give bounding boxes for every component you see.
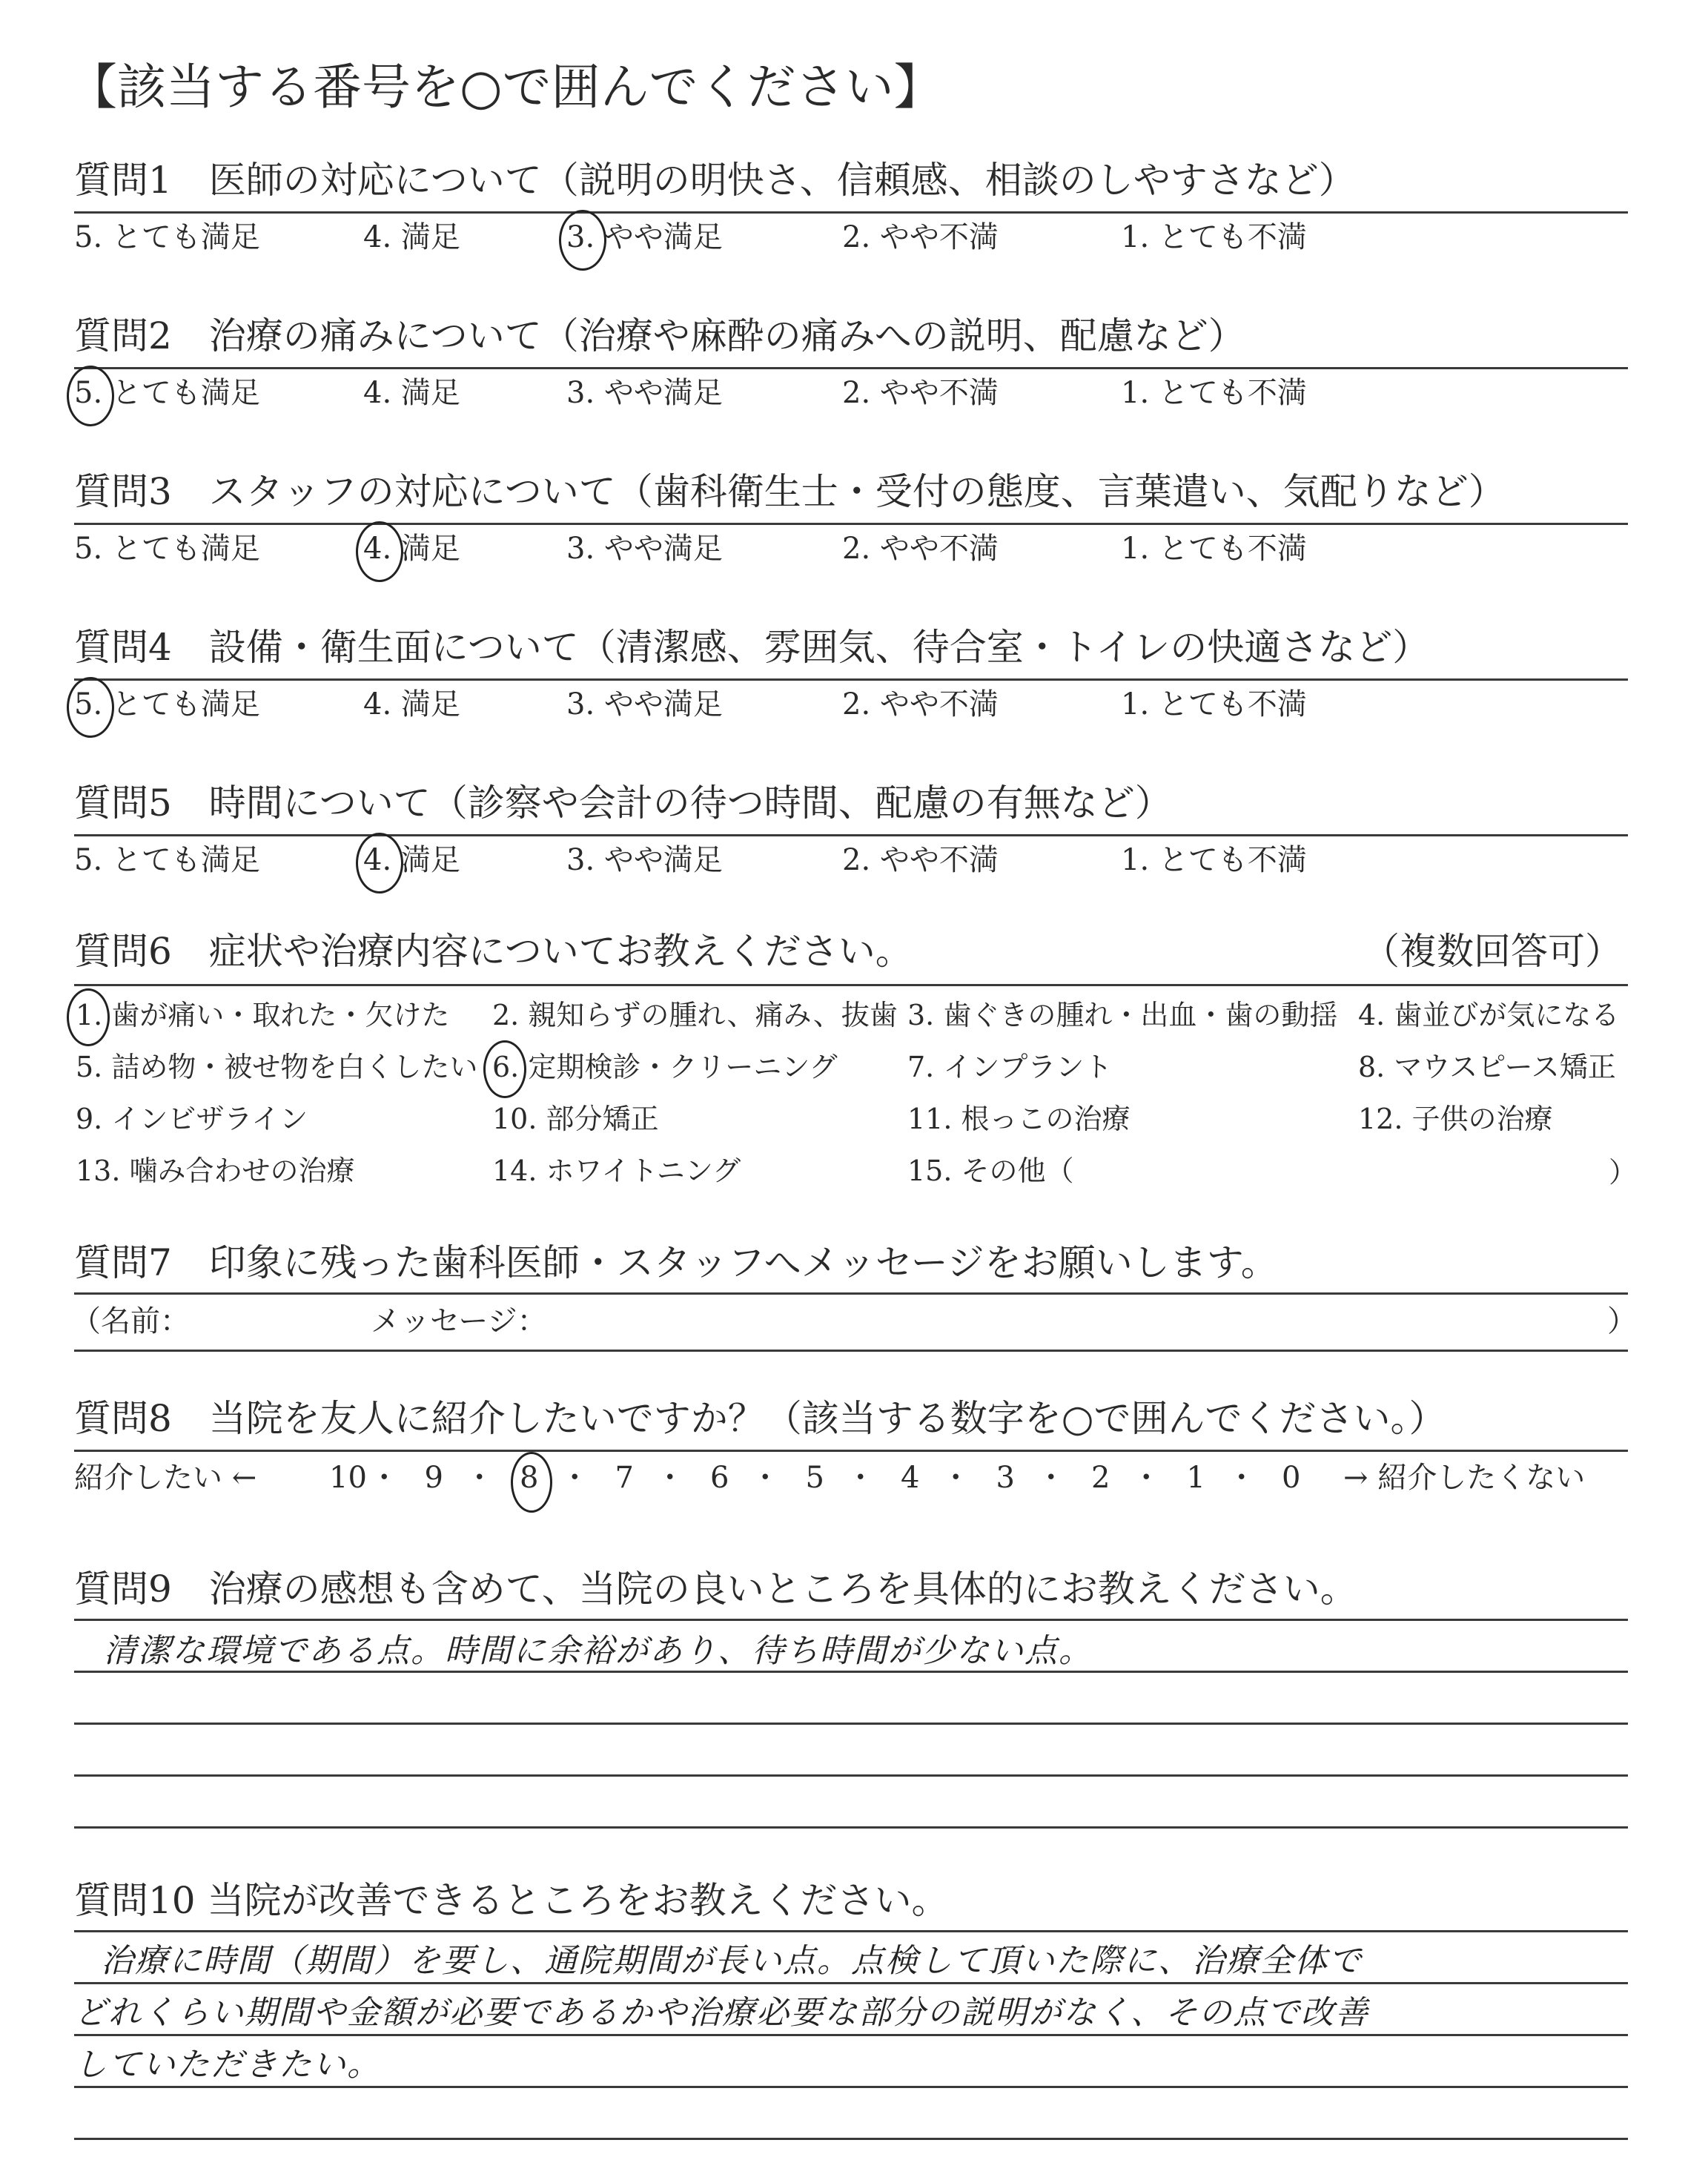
q8-separator: ・: [1036, 1461, 1066, 1495]
q1-heading: 質問1 医師の対応について（説明の明快さ、信頼感、相談のしやすさなど）: [74, 159, 1356, 202]
q2-option[interactable]: 5. とても満足: [74, 376, 260, 410]
q7-bottom-rule: [74, 1350, 1628, 1352]
q6-option[interactable]: 15. その他（: [907, 1155, 1074, 1187]
q8-scale-value[interactable]: 8: [520, 1461, 539, 1495]
q6-rule: [74, 984, 1628, 986]
q2-selection-circle: [67, 366, 114, 426]
q1-selection-circle: [559, 210, 606, 271]
q8-left-label: 紹介したい ←: [74, 1461, 257, 1495]
q6-selection-circle: [67, 988, 110, 1046]
q6-note: （複数回答可）: [1363, 930, 1622, 973]
q7-close-paren: ）: [1607, 1304, 1637, 1338]
q6-option[interactable]: 4. 歯並びが気になる: [1358, 999, 1620, 1031]
q8-scale-value[interactable]: 0: [1282, 1461, 1301, 1495]
q1-option[interactable]: 2. やや不満: [842, 220, 999, 254]
q6-option[interactable]: 2. 親知らずの腫れ、痛み、抜歯: [492, 999, 898, 1031]
q3-selection-circle: [356, 521, 403, 582]
q8-separator: ・: [941, 1461, 971, 1495]
q3-option[interactable]: 3. やや満足: [566, 532, 723, 566]
q6-option[interactable]: 14. ホワイトニング: [492, 1155, 741, 1187]
q3-rule: [74, 523, 1628, 525]
q4-option[interactable]: 3. やや満足: [566, 687, 723, 721]
q8-rule: [74, 1450, 1628, 1452]
q1-option[interactable]: 5. とても満足: [74, 220, 260, 254]
q6-option[interactable]: 7. インプラント: [907, 1051, 1113, 1083]
q2-option[interactable]: 3. やや満足: [566, 376, 723, 410]
q4-selection-circle: [67, 677, 114, 738]
q3-option[interactable]: 1. とても不満: [1121, 532, 1307, 566]
q8-separator: ・: [369, 1461, 400, 1495]
q8-separator: ・: [560, 1461, 590, 1495]
q5-rule: [74, 834, 1628, 836]
q7-name-label: （名前：: [71, 1304, 190, 1338]
q3-option[interactable]: 2. やや不満: [842, 532, 999, 566]
q9-heading: 質問9 治療の感想も含めて、当院の良いところを具体的にお教えください。: [74, 1568, 1357, 1611]
q10-answer-line-3: していただきたい。: [74, 2046, 381, 2084]
q6-option[interactable]: 10. 部分矯正: [492, 1103, 659, 1135]
q2-option[interactable]: 2. やや不満: [842, 376, 999, 410]
q9-rule-1: [74, 1619, 1628, 1621]
q3-heading: 質問3 スタッフの対応について（歯科衛生士・受付の態度、言葉遣い、気配りなど）: [74, 470, 1506, 513]
q10-answer-line-1: 治療に時間（期間）を要し、通院期間が長い点。点検して頂いた際に、治療全体で: [101, 1942, 1363, 1980]
q8-separator: ・: [750, 1461, 781, 1495]
q8-selection-circle: [511, 1452, 552, 1513]
q10-heading: 質問10 当院が改善できるところをお教えください。: [74, 1879, 949, 1922]
q8-separator: ・: [464, 1461, 494, 1495]
q8-scale-value[interactable]: 7: [615, 1461, 634, 1495]
q8-right-label: → 紹介したくない: [1343, 1461, 1586, 1495]
q8-scale-value[interactable]: 4: [901, 1461, 920, 1495]
q4-rule: [74, 678, 1628, 681]
q8-scale-value[interactable]: 10: [329, 1461, 367, 1495]
q7-rule: [74, 1292, 1628, 1295]
q6-option[interactable]: 8. マウスピース矯正: [1358, 1051, 1616, 1083]
q5-option[interactable]: 1. とても不満: [1121, 843, 1307, 877]
q2-heading: 質問2 治療の痛みについて（治療や麻酔の痛みへの説明、配慮など）: [74, 314, 1245, 357]
q4-option[interactable]: 5. とても満足: [74, 687, 260, 721]
q5-option[interactable]: 2. やや不満: [842, 843, 999, 877]
q8-scale-value[interactable]: 2: [1091, 1461, 1110, 1495]
q10-rule-2: [74, 1982, 1628, 1984]
q6-option[interactable]: 1. 歯が痛い・取れた・欠けた: [76, 999, 450, 1031]
q3-option[interactable]: 5. とても満足: [74, 532, 260, 566]
q8-scale-value[interactable]: 5: [805, 1461, 824, 1495]
q5-selection-circle: [356, 833, 403, 894]
q6-option[interactable]: 6. 定期検診・クリーニング: [492, 1051, 838, 1083]
q4-option[interactable]: 4. 満足: [363, 687, 460, 721]
q9-rule-5: [74, 1826, 1628, 1829]
q3-option[interactable]: 4. 満足: [363, 532, 460, 566]
q9-rule-3: [74, 1723, 1628, 1725]
form-title: 【該当する番号を○で囲んでください】: [68, 59, 943, 116]
q1-option[interactable]: 3. やや満足: [566, 220, 723, 254]
q6-option[interactable]: 11. 根っこの治療: [907, 1103, 1131, 1135]
q7-message-label: メッセージ：: [371, 1304, 547, 1338]
q10-rule-1: [74, 1930, 1628, 1932]
q8-scale-value[interactable]: 9: [424, 1461, 443, 1495]
q6-option[interactable]: 5. 詰め物・被せ物を白くしたい: [76, 1051, 478, 1083]
q9-rule-4: [74, 1774, 1628, 1777]
q6-option[interactable]: 9. インビザライン: [76, 1103, 308, 1135]
q6-option[interactable]: 3. 歯ぐきの腫れ・出血・歯の動揺: [907, 999, 1338, 1031]
q8-scale-value[interactable]: 3: [996, 1461, 1015, 1495]
q2-option[interactable]: 4. 満足: [363, 376, 460, 410]
q4-option[interactable]: 1. とても不満: [1121, 687, 1307, 721]
q6-heading: 質問6 症状や治療内容についてお教えください。: [74, 930, 913, 973]
q6-other-close-paren: ）: [1609, 1156, 1638, 1189]
q8-separator: ・: [1131, 1461, 1162, 1495]
q1-option[interactable]: 4. 満足: [363, 220, 460, 254]
q6-selection-circle: [483, 1040, 526, 1098]
q5-option[interactable]: 5. とても満足: [74, 843, 260, 877]
q10-rule-5: [74, 2138, 1628, 2140]
q6-option[interactable]: 12. 子供の治療: [1358, 1103, 1553, 1135]
q4-heading: 質問4 設備・衛生面について（清潔感、雰囲気、待合室・トイレの快適さなど）: [74, 626, 1430, 669]
q1-option[interactable]: 1. とても不満: [1121, 220, 1307, 254]
q8-scale-value[interactable]: 6: [710, 1461, 729, 1495]
q10-rule-4: [74, 2086, 1628, 2088]
q10-answer-line-2: どれくらい期間や金額が必要であるかや治療必要な部分の説明がなく、その点で改善: [74, 1994, 1370, 2032]
q8-separator: ・: [655, 1461, 685, 1495]
q9-rule-2: [74, 1671, 1628, 1673]
q6-option[interactable]: 13. 噛み合わせの治療: [76, 1155, 355, 1187]
q8-separator: ・: [1226, 1461, 1257, 1495]
q4-option[interactable]: 2. やや不満: [842, 687, 999, 721]
q2-option[interactable]: 1. とても不満: [1121, 376, 1307, 410]
q7-heading: 質問7 印象に残った歯科医師・スタッフへメッセージをお願いします。: [74, 1241, 1278, 1284]
q8-scale-value[interactable]: 1: [1186, 1461, 1205, 1495]
q9-answer: 清潔な環境である点。時間に余裕があり、待ち時間が少ない点。: [104, 1632, 1093, 1670]
q5-heading: 質問5 時間について（診察や会計の待つ時間、配慮の有無など）: [74, 782, 1172, 825]
q10-rule-3: [74, 2034, 1628, 2036]
q2-rule: [74, 367, 1628, 369]
q8-separator: ・: [845, 1461, 875, 1495]
q5-option[interactable]: 4. 満足: [363, 843, 460, 877]
q1-rule: [74, 211, 1628, 214]
q5-option[interactable]: 3. やや満足: [566, 843, 723, 877]
q8-heading: 質問8 当院を友人に紹介したいですか？（該当する数字を○で囲んでください。）: [74, 1397, 1446, 1440]
